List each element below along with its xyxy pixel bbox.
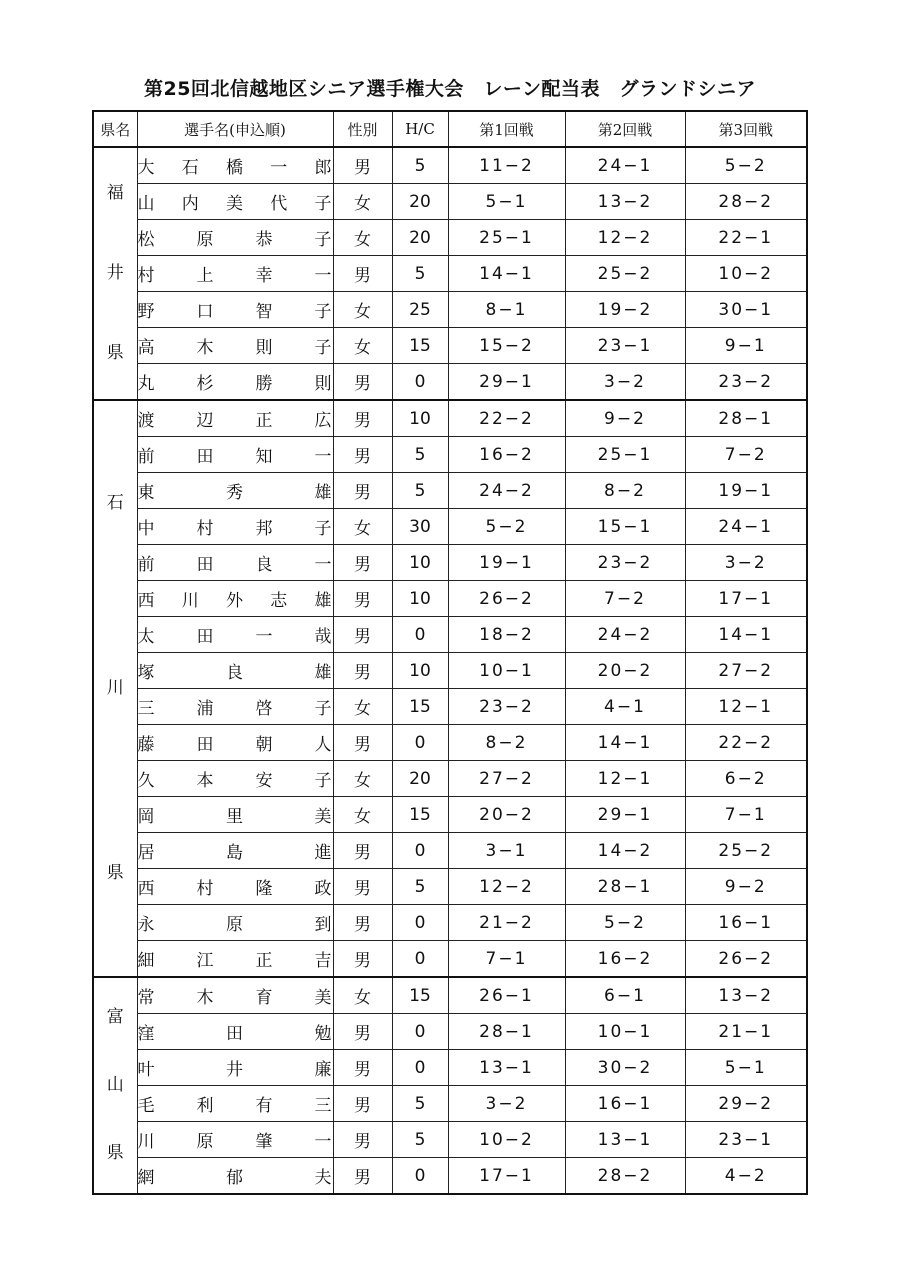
- player-name-cell: 中村邦子: [137, 509, 333, 545]
- table-row: [93, 1122, 807, 1158]
- gender-cell: 女: [333, 761, 392, 797]
- round2-lane-cell: 28−2: [565, 1158, 685, 1195]
- gender-cell: 男: [333, 905, 392, 941]
- handicap-cell: 25: [392, 292, 448, 328]
- round2-lane-cell: 13−1: [565, 1122, 685, 1158]
- round3-lane-cell: 26−2: [685, 941, 807, 978]
- round3-lane-cell: 10−2: [685, 256, 807, 292]
- player-name-cell: 前田良一: [137, 545, 333, 581]
- table-row: [93, 905, 807, 941]
- gender-cell: 女: [333, 509, 392, 545]
- handicap-cell: 5: [392, 256, 448, 292]
- prefecture-char: 山: [106, 1075, 124, 1095]
- round3-lane-cell: 27−2: [685, 653, 807, 689]
- round2-lane-cell: 24−2: [565, 617, 685, 653]
- round3-lane-cell: 5−1: [685, 1050, 807, 1086]
- round3-lane-cell: 13−2: [685, 977, 807, 1014]
- round3-lane-cell: 17−1: [685, 581, 807, 617]
- gender-cell: 男: [333, 545, 392, 581]
- table-row: [93, 220, 807, 256]
- round2-lane-cell: 14−2: [565, 833, 685, 869]
- header-round1: 第1回戦: [448, 111, 565, 147]
- prefecture-char: 県: [106, 862, 124, 883]
- round2-lane-cell: 25−1: [565, 437, 685, 473]
- prefecture-cell: [93, 977, 137, 1194]
- round3-lane-cell: 22−1: [685, 220, 807, 256]
- gender-cell: 男: [333, 1014, 392, 1050]
- gender-cell: 男: [333, 147, 392, 184]
- player-name-cell: 川原肇一: [137, 1122, 333, 1158]
- round2-lane-cell: 19−2: [565, 292, 685, 328]
- round3-lane-cell: 23−1: [685, 1122, 807, 1158]
- header-round3: 第3回戦: [685, 111, 807, 147]
- player-name-cell: 細江正吉: [137, 941, 333, 978]
- prefecture-char: 富: [106, 1007, 124, 1027]
- player-name-cell: 丸杉勝則: [137, 364, 333, 401]
- table-row: [93, 617, 807, 653]
- round2-lane-cell: 7−2: [565, 581, 685, 617]
- prefecture-char: 県: [106, 342, 124, 363]
- round3-lane-cell: 30−1: [685, 292, 807, 328]
- round1-lane-cell: 8−2: [448, 725, 565, 761]
- round3-lane-cell: 9−1: [685, 328, 807, 364]
- handicap-cell: 5: [392, 1122, 448, 1158]
- round1-lane-cell: 13−1: [448, 1050, 565, 1086]
- handicap-cell: 0: [392, 617, 448, 653]
- gender-cell: 男: [333, 869, 392, 905]
- player-name-cell: 村上幸一: [137, 256, 333, 292]
- handicap-cell: 20: [392, 220, 448, 256]
- gender-cell: 男: [333, 473, 392, 509]
- handicap-cell: 15: [392, 977, 448, 1014]
- table-row: [93, 797, 807, 833]
- table-row: [93, 400, 807, 437]
- round2-lane-cell: 12−1: [565, 761, 685, 797]
- handicap-cell: 0: [392, 833, 448, 869]
- round1-lane-cell: 5−2: [448, 509, 565, 545]
- table-row: [93, 509, 807, 545]
- table-row: [93, 761, 807, 797]
- round3-lane-cell: 14−1: [685, 617, 807, 653]
- header-player: 選手名(申込順): [137, 111, 333, 147]
- round1-lane-cell: 18−2: [448, 617, 565, 653]
- gender-cell: 男: [333, 256, 392, 292]
- round3-lane-cell: 28−1: [685, 400, 807, 437]
- header-gender: 性別: [333, 111, 392, 147]
- round1-lane-cell: 20−2: [448, 797, 565, 833]
- handicap-cell: 0: [392, 941, 448, 978]
- gender-cell: 男: [333, 941, 392, 978]
- gender-cell: 男: [333, 617, 392, 653]
- header-row: [93, 111, 807, 147]
- handicap-cell: 0: [392, 905, 448, 941]
- table-body: [93, 147, 807, 1194]
- round3-lane-cell: 29−2: [685, 1086, 807, 1122]
- table-row: [93, 833, 807, 869]
- table-row: [93, 545, 807, 581]
- handicap-cell: 0: [392, 1158, 448, 1195]
- round2-lane-cell: 23−2: [565, 545, 685, 581]
- lane-assignment-table: [92, 110, 808, 1195]
- player-name-cell: 渡辺正広: [137, 400, 333, 437]
- player-name-cell: 高木則子: [137, 328, 333, 364]
- gender-cell: 男: [333, 437, 392, 473]
- round2-lane-cell: 10−1: [565, 1014, 685, 1050]
- gender-cell: 女: [333, 220, 392, 256]
- gender-cell: 男: [333, 1122, 392, 1158]
- gender-cell: 男: [333, 653, 392, 689]
- table-row: [93, 437, 807, 473]
- player-name-cell: 前田知一: [137, 437, 333, 473]
- round1-lane-cell: 28−1: [448, 1014, 565, 1050]
- handicap-cell: 5: [392, 473, 448, 509]
- handicap-cell: 15: [392, 797, 448, 833]
- round3-lane-cell: 23−2: [685, 364, 807, 401]
- prefecture-char: 石: [106, 493, 124, 514]
- round3-lane-cell: 5−2: [685, 147, 807, 184]
- gender-cell: 男: [333, 833, 392, 869]
- round1-lane-cell: 17−1: [448, 1158, 565, 1195]
- handicap-cell: 10: [392, 581, 448, 617]
- prefecture-char: 福: [106, 183, 124, 204]
- player-name-cell: 太田一哉: [137, 617, 333, 653]
- prefecture-char: 県: [106, 1143, 124, 1163]
- round2-lane-cell: 5−2: [565, 905, 685, 941]
- gender-cell: 男: [333, 1050, 392, 1086]
- round1-lane-cell: 15−2: [448, 328, 565, 364]
- player-name-cell: 網郁夫: [137, 1158, 333, 1195]
- round1-lane-cell: 3−2: [448, 1086, 565, 1122]
- gender-cell: 男: [333, 725, 392, 761]
- gender-cell: 女: [333, 977, 392, 1014]
- handicap-cell: 0: [392, 1014, 448, 1050]
- handicap-cell: 10: [392, 400, 448, 437]
- player-name-cell: 久本安子: [137, 761, 333, 797]
- gender-cell: 男: [333, 364, 392, 401]
- gender-cell: 男: [333, 581, 392, 617]
- table-row: [93, 147, 807, 184]
- round1-lane-cell: 27−2: [448, 761, 565, 797]
- round2-lane-cell: 4−1: [565, 689, 685, 725]
- round2-lane-cell: 15−1: [565, 509, 685, 545]
- player-name-cell: 西村隆政: [137, 869, 333, 905]
- table-row: [93, 1086, 807, 1122]
- table-row: [93, 941, 807, 978]
- round2-lane-cell: 30−2: [565, 1050, 685, 1086]
- player-name-cell: 居島進: [137, 833, 333, 869]
- round1-lane-cell: 5−1: [448, 184, 565, 220]
- header-round2: 第2回戦: [565, 111, 685, 147]
- round1-lane-cell: 12−2: [448, 869, 565, 905]
- handicap-cell: 20: [392, 184, 448, 220]
- round3-lane-cell: 7−1: [685, 797, 807, 833]
- player-name-cell: 塚良雄: [137, 653, 333, 689]
- gender-cell: 男: [333, 400, 392, 437]
- round2-lane-cell: 13−2: [565, 184, 685, 220]
- prefecture-char: 川: [106, 677, 124, 698]
- table-row: [93, 869, 807, 905]
- round2-lane-cell: 12−2: [565, 220, 685, 256]
- round3-lane-cell: 12−1: [685, 689, 807, 725]
- player-name-cell: 藤田朝人: [137, 725, 333, 761]
- handicap-cell: 0: [392, 725, 448, 761]
- round1-lane-cell: 29−1: [448, 364, 565, 401]
- round2-lane-cell: 20−2: [565, 653, 685, 689]
- handicap-cell: 0: [392, 364, 448, 401]
- round3-lane-cell: 19−1: [685, 473, 807, 509]
- round1-lane-cell: 21−2: [448, 905, 565, 941]
- handicap-cell: 5: [392, 147, 448, 184]
- round2-lane-cell: 9−2: [565, 400, 685, 437]
- round2-lane-cell: 29−1: [565, 797, 685, 833]
- handicap-cell: 30: [392, 509, 448, 545]
- player-name-cell: 西川外志雄: [137, 581, 333, 617]
- header-hc: H/C: [392, 111, 448, 147]
- round1-lane-cell: 14−1: [448, 256, 565, 292]
- round3-lane-cell: 25−2: [685, 833, 807, 869]
- table-row: [93, 364, 807, 401]
- round3-lane-cell: 3−2: [685, 545, 807, 581]
- round1-lane-cell: 25−1: [448, 220, 565, 256]
- player-name-cell: 東秀雄: [137, 473, 333, 509]
- round2-lane-cell: 3−2: [565, 364, 685, 401]
- handicap-cell: 5: [392, 437, 448, 473]
- round2-lane-cell: 16−1: [565, 1086, 685, 1122]
- table-row: [93, 256, 807, 292]
- gender-cell: 女: [333, 797, 392, 833]
- table-row: [93, 977, 807, 1014]
- player-name-cell: 永原到: [137, 905, 333, 941]
- player-name-cell: 毛利有三: [137, 1086, 333, 1122]
- round1-lane-cell: 23−2: [448, 689, 565, 725]
- table-row: [93, 328, 807, 364]
- table-row: [93, 1014, 807, 1050]
- prefecture-char: 井: [106, 262, 124, 283]
- round3-lane-cell: 28−2: [685, 184, 807, 220]
- round1-lane-cell: 10−2: [448, 1122, 565, 1158]
- round2-lane-cell: 24−1: [565, 147, 685, 184]
- player-name-cell: 山内美代子: [137, 184, 333, 220]
- round3-lane-cell: 9−2: [685, 869, 807, 905]
- round2-lane-cell: 25−2: [565, 256, 685, 292]
- round1-lane-cell: 7−1: [448, 941, 565, 978]
- table-row: [93, 184, 807, 220]
- round1-lane-cell: 8−1: [448, 292, 565, 328]
- prefecture-cell: [93, 147, 137, 400]
- round3-lane-cell: 21−1: [685, 1014, 807, 1050]
- header-prefecture: 県名: [93, 111, 137, 147]
- gender-cell: 女: [333, 184, 392, 220]
- round2-lane-cell: 8−2: [565, 473, 685, 509]
- round1-lane-cell: 16−2: [448, 437, 565, 473]
- table-row: [93, 653, 807, 689]
- handicap-cell: 5: [392, 869, 448, 905]
- round2-lane-cell: 16−2: [565, 941, 685, 978]
- prefecture-cell: [93, 400, 137, 977]
- handicap-cell: 10: [392, 653, 448, 689]
- handicap-cell: 20: [392, 761, 448, 797]
- round2-lane-cell: 28−1: [565, 869, 685, 905]
- round3-lane-cell: 7−2: [685, 437, 807, 473]
- player-name-cell: 叶井廉: [137, 1050, 333, 1086]
- handicap-cell: 15: [392, 689, 448, 725]
- handicap-cell: 10: [392, 545, 448, 581]
- gender-cell: 男: [333, 1158, 392, 1195]
- round2-lane-cell: 23−1: [565, 328, 685, 364]
- round3-lane-cell: 16−1: [685, 905, 807, 941]
- round3-lane-cell: 24−1: [685, 509, 807, 545]
- round1-lane-cell: 22−2: [448, 400, 565, 437]
- round1-lane-cell: 10−1: [448, 653, 565, 689]
- table-row: [93, 725, 807, 761]
- round1-lane-cell: 24−2: [448, 473, 565, 509]
- round1-lane-cell: 26−1: [448, 977, 565, 1014]
- round2-lane-cell: 14−1: [565, 725, 685, 761]
- handicap-cell: 15: [392, 328, 448, 364]
- round3-lane-cell: 4−2: [685, 1158, 807, 1195]
- table-row: [93, 581, 807, 617]
- round2-lane-cell: 6−1: [565, 977, 685, 1014]
- round1-lane-cell: 3−1: [448, 833, 565, 869]
- document-title: 第25回北信越地区シニア選手権大会 レーン配当表 グランドシニア: [143, 78, 757, 100]
- round1-lane-cell: 26−2: [448, 581, 565, 617]
- handicap-cell: 0: [392, 1050, 448, 1086]
- player-name-cell: 岡里美: [137, 797, 333, 833]
- round1-lane-cell: 11−2: [448, 147, 565, 184]
- round3-lane-cell: 6−2: [685, 761, 807, 797]
- table-row: [93, 473, 807, 509]
- player-name-cell: 常木育美: [137, 977, 333, 1014]
- gender-cell: 男: [333, 1086, 392, 1122]
- round3-lane-cell: 22−2: [685, 725, 807, 761]
- table-row: [93, 1050, 807, 1086]
- table-row: [93, 689, 807, 725]
- round1-lane-cell: 19−1: [448, 545, 565, 581]
- player-name-cell: 大石橋一郎: [137, 147, 333, 184]
- handicap-cell: 5: [392, 1086, 448, 1122]
- gender-cell: 女: [333, 292, 392, 328]
- player-name-cell: 三浦啓子: [137, 689, 333, 725]
- player-name-cell: 野口智子: [137, 292, 333, 328]
- gender-cell: 女: [333, 328, 392, 364]
- gender-cell: 女: [333, 689, 392, 725]
- table-row: [93, 1158, 807, 1195]
- player-name-cell: 松原恭子: [137, 220, 333, 256]
- table-row: [93, 292, 807, 328]
- player-name-cell: 窪田勉: [137, 1014, 333, 1050]
